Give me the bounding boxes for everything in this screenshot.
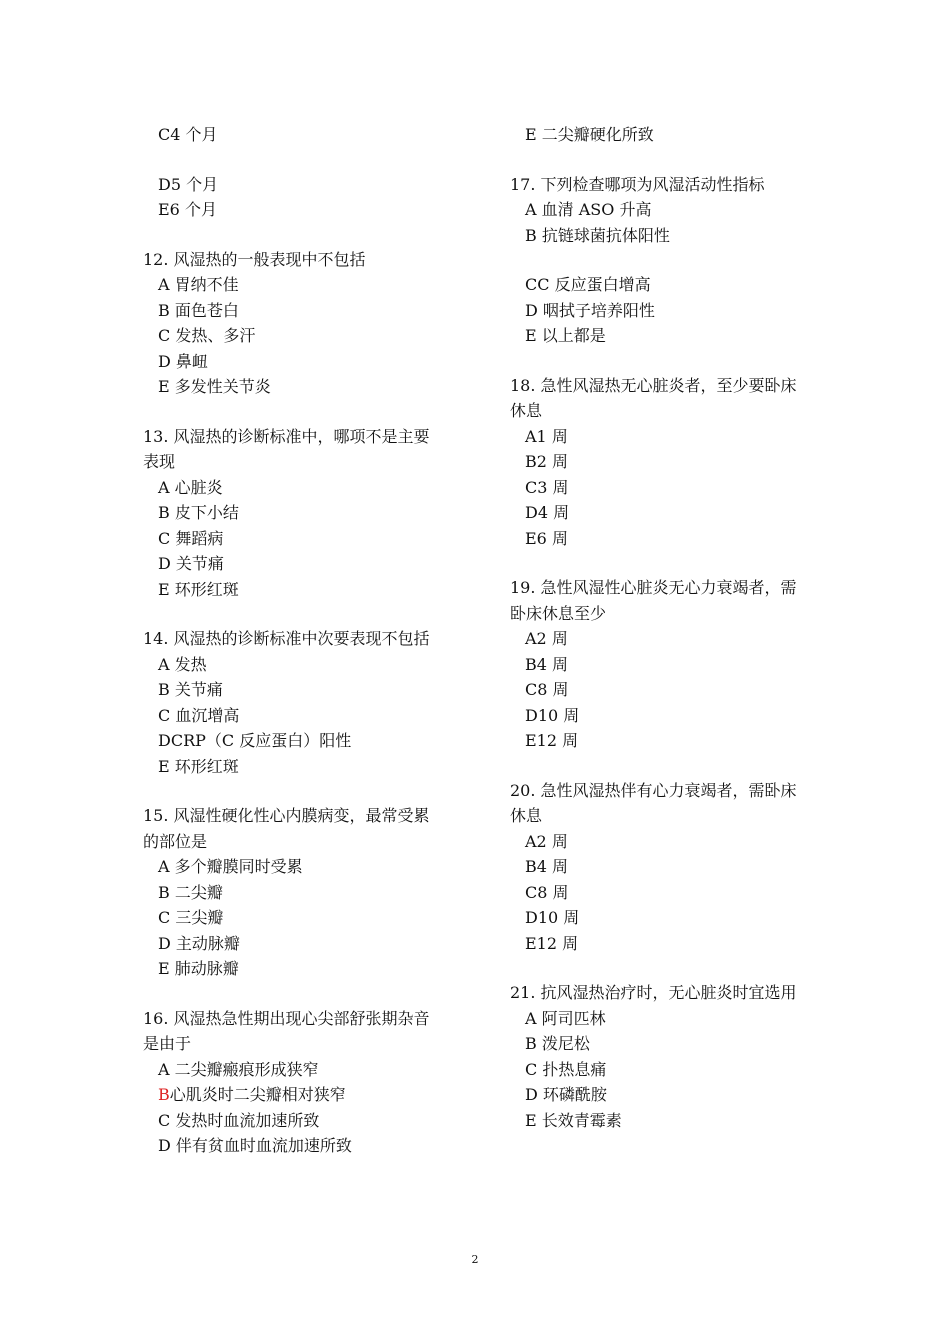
option: E 多发性关节炎: [158, 377, 271, 396]
option: D4 周: [525, 503, 570, 522]
option: D 伴有贫血时血流加速所致: [158, 1136, 352, 1155]
option: A 发热: [158, 654, 207, 674]
option: B 关节痛: [158, 680, 223, 699]
question-title: 13. 风湿热的诊断标准中，哪项不是主要表现: [143, 426, 430, 471]
option: A 阿司匹林: [525, 1008, 606, 1028]
option: D 主动脉瓣: [158, 933, 240, 953]
option: E 二尖瓣硬化所致: [525, 125, 654, 144]
question-13: [143, 424, 443, 603]
option: D10 周: [525, 908, 580, 927]
left-column: [143, 122, 443, 1183]
question-17: [510, 172, 810, 349]
option: E12 周: [525, 933, 579, 953]
option: C8 周: [525, 680, 569, 699]
question-title: 21. 抗风湿热治疗时，无心脏炎时宜选用: [510, 983, 797, 1002]
option: E6 周: [525, 528, 568, 548]
question-19: [510, 575, 810, 754]
option: B2 周: [525, 452, 569, 471]
option: C4 个月: [158, 125, 218, 144]
option: D 鼻衄: [158, 351, 208, 371]
option: C8 周: [525, 882, 569, 902]
option-answer: [143, 1082, 443, 1108]
option: E 长效青霉素: [525, 1110, 622, 1130]
option: A 血清 ASO 升高: [525, 200, 652, 219]
option: B4 周: [525, 857, 569, 876]
option: C 扑热息痛: [525, 1059, 607, 1079]
option: C 发热、多汗: [158, 326, 256, 345]
option: A1 周: [525, 426, 568, 446]
question-18: [510, 373, 810, 552]
question-title: 12. 风湿热的一般表现中不包括: [143, 249, 366, 269]
option: D 关节痛: [158, 554, 224, 573]
question-16: [143, 1006, 443, 1159]
answer-letter: B: [158, 1085, 170, 1104]
option: C 三尖瓣: [158, 908, 224, 927]
page-number: 2: [471, 1253, 479, 1266]
option: B 面色苍白: [158, 300, 239, 320]
option: D 咽拭子培养阳性: [525, 300, 655, 320]
option: E 环形红斑: [158, 579, 239, 599]
question-title: 19. 急性风湿性心脏炎无心力衰竭者，需卧床休息至少: [510, 578, 797, 623]
question-title: 20. 急性风湿热伴有心力衰竭者，需卧床休息: [510, 780, 797, 825]
option: D5 个月: [158, 174, 219, 194]
question-title: 14. 风湿热的诊断标准中次要表现不包括: [143, 629, 430, 648]
option: E 环形红斑: [158, 756, 239, 776]
option: A2 周: [525, 831, 568, 851]
option: E 以上都是: [525, 326, 606, 345]
question-14: [143, 626, 443, 779]
option: A 心脏炎: [158, 477, 223, 497]
option: C 舞蹈病: [158, 528, 224, 548]
option: C3 周: [525, 477, 569, 497]
right-column: [510, 122, 810, 1157]
option: E 肺动脉瓣: [158, 959, 239, 978]
question-title: 17. 下列检查哪项为风湿活动性指标: [510, 174, 765, 194]
option: B 皮下小结: [158, 503, 239, 522]
option: CC 反应蛋白增高: [525, 275, 651, 294]
option: A 多个瓣膜同时受累: [158, 857, 303, 876]
option: B 抗链球菌抗体阳性: [525, 225, 670, 245]
option: D10 周: [525, 705, 580, 725]
option: E6 个月: [158, 200, 217, 219]
question-12: [143, 247, 443, 400]
option: A2 周: [525, 629, 568, 648]
option: E12 周: [525, 731, 579, 750]
answer-text: 心肌炎时二尖瓣相对狭窄: [169, 1085, 346, 1104]
option: C 发热时血流加速所致: [158, 1110, 320, 1130]
question-title: 15. 风湿性硬化性心内膜病变，最常受累的部位是: [143, 806, 430, 851]
option: B 二尖瓣: [158, 882, 223, 902]
option: C 血沉增高: [158, 705, 240, 725]
option: B 泼尼松: [525, 1034, 590, 1053]
question-15: [143, 803, 443, 982]
option: A 胃纳不佳: [158, 275, 239, 294]
question-title: 18. 急性风湿热无心脏炎者，至少要卧床休息: [510, 375, 797, 420]
question-16-tail: [510, 122, 810, 148]
question-20: [510, 778, 810, 957]
question-title: 16. 风湿热急性期出现心尖部舒张期杂音是由于: [143, 1008, 430, 1053]
option: DCRP（C 反应蛋白）阳性: [158, 731, 352, 750]
question-21: [510, 980, 810, 1133]
option: B4 周: [525, 654, 569, 674]
question-11-tail: [143, 122, 443, 223]
option: D 环磷酰胺: [525, 1085, 607, 1104]
option: A 二尖瓣瘢痕形成狭窄: [158, 1059, 319, 1079]
